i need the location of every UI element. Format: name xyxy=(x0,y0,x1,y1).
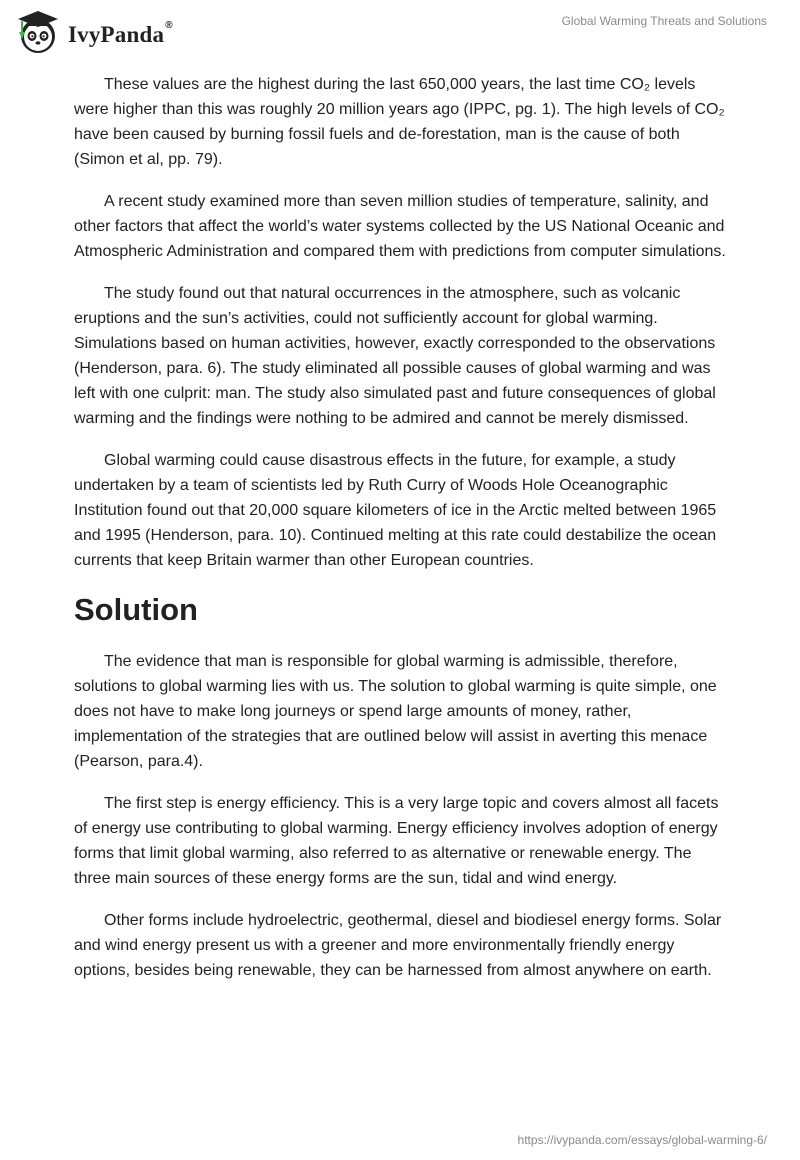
paragraph: The first step is energy efficiency. This is a very large topic and covers almost all facets of energy use contributing to global warming. Energy efficiency involves adoption of energy forms that limit global warming, also referred to as alternative or renewable energy. The three main sources of these energy forms are the sun, tidal and wind energy. xyxy=(74,795,719,887)
section-heading: Solution xyxy=(74,592,198,627)
paragraph: A recent study examined more than seven million studies of temperature, salinity, and other factors that affect the world’s water systems collected by the US National Oceanic and Atmospheric Administration and compared them with predictions from computer simulations. xyxy=(74,193,726,260)
page-header xyxy=(0,0,800,60)
paragraph: Other forms include hydroelectric, geothermal, diesel and biodiesel energy forms. Solar and wind energy present us with a greener and more environmentally friendly energy options, besides being renewable, they can be harnessed from almost anywhere on earth. xyxy=(74,912,722,979)
footer-url[interactable]: https://ivypanda.com/essays/global-warming-6/ xyxy=(517,1133,767,1147)
ivypanda-logo[interactable] xyxy=(14,8,173,56)
logo-text xyxy=(68,19,173,47)
paragraph: Global warming could cause disastrous effects in the future, for example, a study undertaken by a team of scientists led by Ruth Curry of Woods Hole Oceanographic Institution found out that 20,000 square kilometers of ice in the Arctic melted between 1965 and 1995 (Henderson, para. 10). Continued melting at this rate could destabilize the ocean currents that keep Britain warmer than other European countries. xyxy=(74,452,717,569)
panda-graduation-cap-icon xyxy=(14,8,62,56)
logo-registered-mark: ® xyxy=(165,19,173,31)
paragraph: These values are the highest during the last 650,000 years, the last time CO₂ levels were higher than this was roughly 20 million years ago (IPPC, pg. 1). The high levels of CO₂ have been caused by burning fossil fuels and de-forestation, man is the cause of both (Simon et al, pp. 79). xyxy=(74,76,725,168)
paragraph: The study found out that natural occurrences in the atmosphere, such as volcanic eruptions and the sun’s activities, could not sufficiently account for global warming. Simulations based on human activities, however, exactly corresponded to the observations (Henderson, para. 6). The study eliminated all possible causes of global warming and was left with one culprit: man. The study also simulated past and future consequences of global warming and the findings were nothing to be admired and cannot be merely dismissed. xyxy=(74,285,716,427)
paragraph: The evidence that man is responsible for global warming is admissible, therefore, solutions to global warming lies with us. The solution to global warming is quite simple, one does not have to make long journeys or spend large amounts of money, rather, implementation of the strategies that are outlined below will assist in averting this menace (Pearson, para.4). xyxy=(74,653,717,770)
essay-content xyxy=(74,72,726,1000)
logo-name: IvyPanda xyxy=(68,21,165,47)
document-title: Global Warming Threats and Solutions xyxy=(561,14,767,28)
